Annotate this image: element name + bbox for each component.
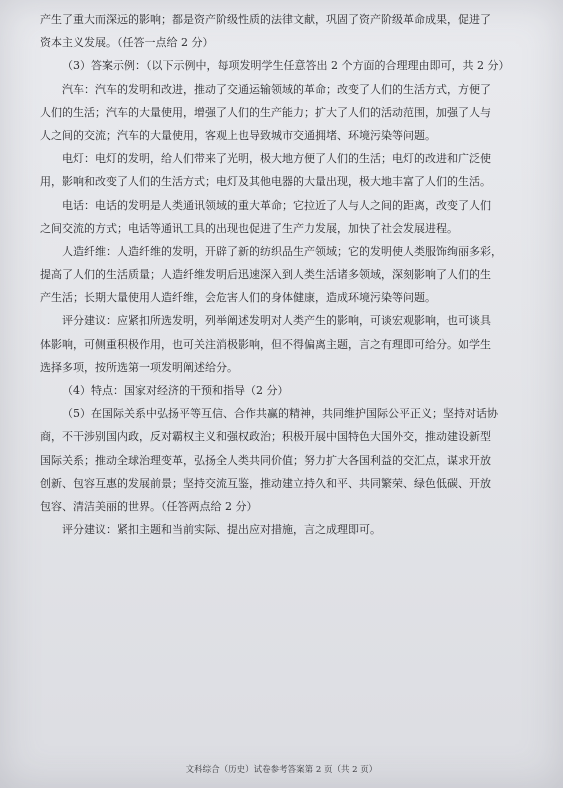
text-line: 产生了重大而深远的影响；都是资产阶级性质的法律文献，巩固了资产阶级革命成果，促进了 [40,13,491,26]
text-line: 评分建议：应紧扣所选发明，列举阐述发明对人类产生的影响，可谈宏观影响，也可谈具 [62,314,491,328]
text-line: （3）答案示例：（以下示例中，每项发明学生任意答出 2 个方面的合理理由即可，共 2 分） [62,59,510,73]
text-line: 提高了人们的生活质量；人造纤维发明后迅速深入到人类生活诸多领域，深刻影响了人们的生 [40,268,491,282]
text-line: 汽车：汽车的发明和改进，推动了交通运输领域的革命；改变了人们的生活方式，方便了 [62,82,491,96]
text-line: 人之间的交流；汽车的大量使用，客观上也导致城市交通拥堵、环境污染等问题。 [40,128,436,142]
text-line: 评分建议：紧扣主题和当前实际、提出应对措施，言之成理即可。 [62,523,381,537]
text-line: 选择多项，按所选第一项发明阐述给分。 [40,360,238,374]
text-line: （4）特点：国家对经济的干预和指导（2 分） [62,384,289,397]
page-footer: 文科综合（历史）试卷参考答案第 2 页（共 2 页） [185,765,378,775]
text-line: 电灯：电灯的发明，给人们带来了光明，极大地方便了人们的生活；电灯的改进和广泛使 [62,152,491,166]
text-line: 体影响，可侧重积极作用，也可关注消极影响，但不得偏离主题，言之有理即可给分。如学生 [40,337,491,351]
text-line: （5）在国际关系中弘扬平等互信、合作共赢的精神，共同维护国际公平正义；坚持对话协 [62,407,498,421]
text-line: 电话：电话的发明是人类通讯领域的重大革命；它拉近了人与人之间的距离，改变了人们 [62,198,491,212]
text-line: 商，不干涉别国内政，反对霸权主义和强权政治；积极开展中国特色大国外交，推动建设新型 [40,430,491,444]
text-line: 之间交流的方式；电话等通讯工具的出现也促进了生产力发展，加快了社会发展进程。 [40,221,458,235]
answer-text-body [40,8,540,541]
text-line: 产生活；长期大量使用人造纤维，会危害人们的身体健康，造成环境污染等问题。 [40,291,436,305]
text-line: 创新、包容互惠的发展前景；坚持交流互鉴，推动建立持久和平、共同繁荣、绿色低碳、开放 [40,476,491,490]
text-line: 包容、清洁美丽的世界。（任答两点给 2 分） [40,499,258,513]
text-line: 国际关系；推动全球治理变革，弘扬全人类共同价值；努力扩大各国利益的交汇点，谋求开放 [40,453,491,467]
text-line: 用，影响和改变了人们的生活方式；电灯及其他电器的大量出现，极大地丰富了人们的生活。 [40,175,491,189]
text-line: 资本主义发展。（任答一点给 2 分） [40,36,214,50]
text-line: 人造纤维：人造纤维的发明，开辟了新的纺织品生产领域；它的发明使人类服饰绚丽多彩， [62,244,502,258]
text-line: 人们的生活；汽车的大量使用，增强了人们的生产能力；扩大了人们的活动范围，加强了人与 [40,105,491,119]
